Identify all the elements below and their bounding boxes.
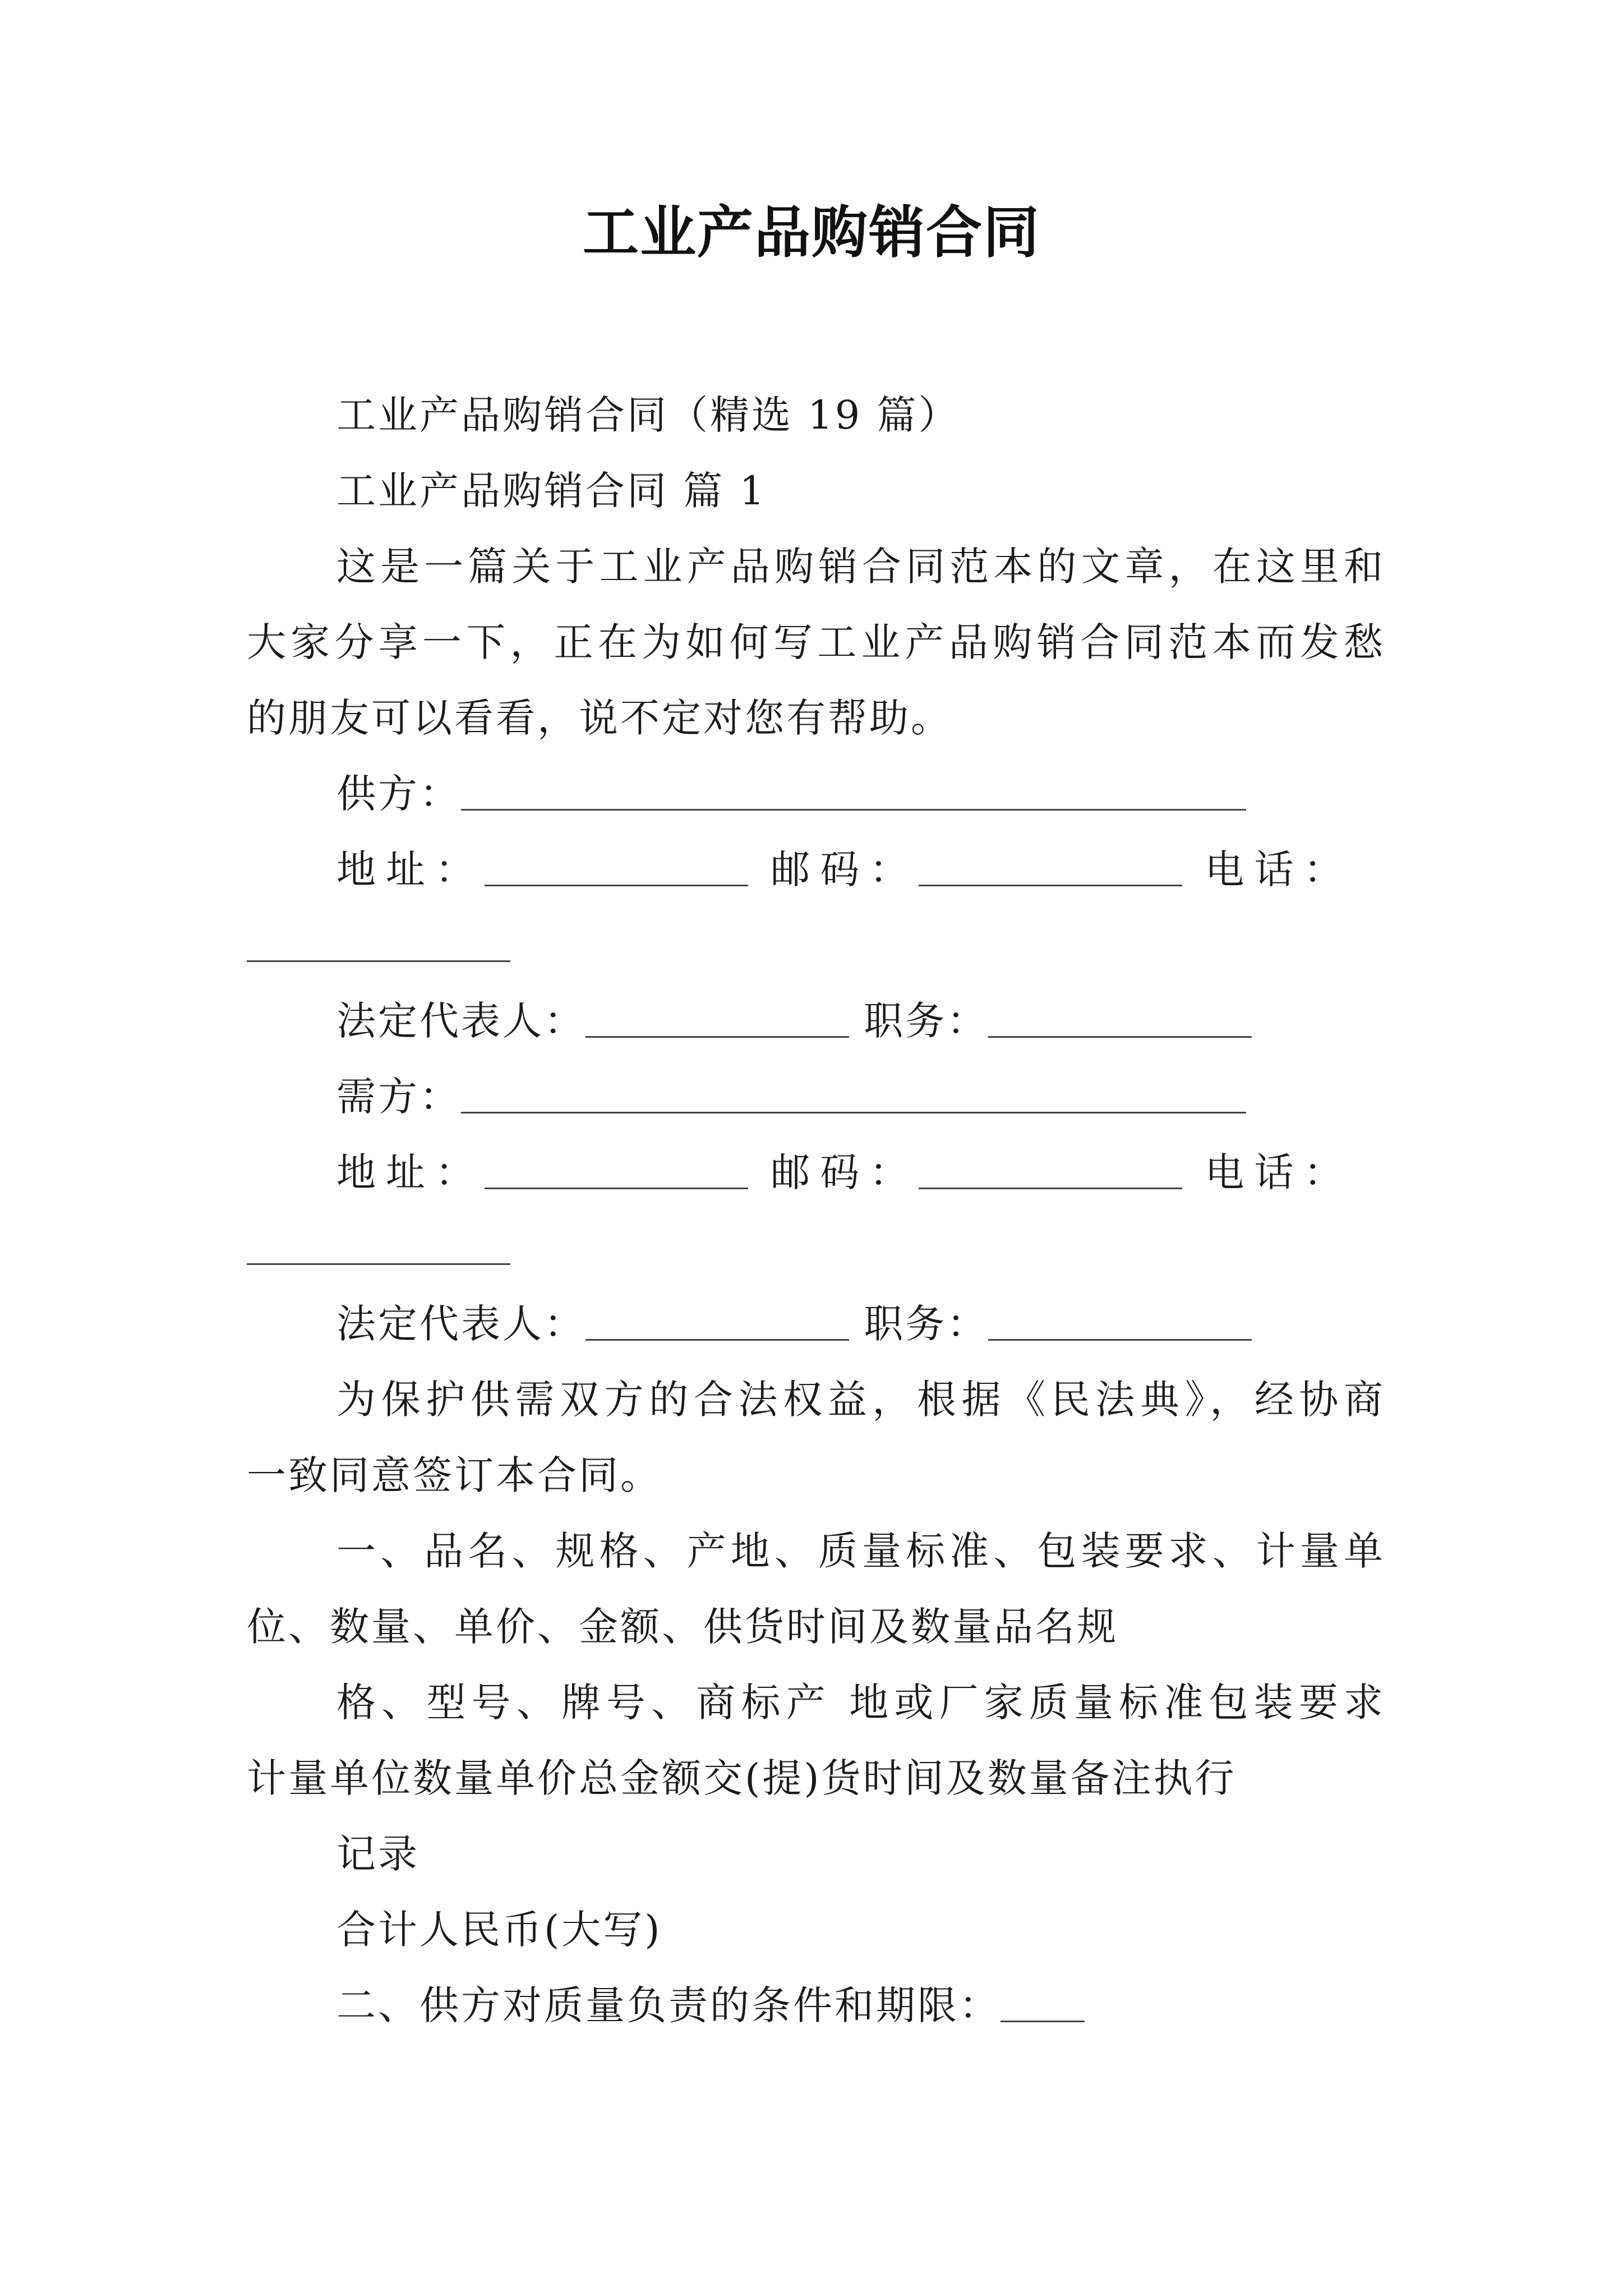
- table-header-line-1: 格、型号、牌号、商标产 地或厂家质量标准包装要求: [336, 1680, 1385, 1726]
- buyer-position-label: 职务：: [864, 1301, 989, 1347]
- record-label: 记录: [336, 1831, 419, 1877]
- document-title: 工业产品购销合同: [583, 200, 1040, 265]
- buyer-phone-label: 电话：: [1205, 1149, 1353, 1195]
- buyer-address-label: 地址：: [336, 1149, 485, 1195]
- supplier-position-field[interactable]: [988, 996, 1252, 1038]
- supplier-label: 供方：: [336, 771, 461, 817]
- buyer-position-field[interactable]: [988, 1299, 1252, 1341]
- clause2-row: [336, 1969, 1385, 2042]
- clause1-line-2: 位、数量、单价、金额、供货时间及数量品名规: [247, 1604, 1118, 1650]
- supplier-position-label: 职务：: [864, 998, 989, 1044]
- buyer-legal-rep-field[interactable]: [585, 1299, 849, 1341]
- supplier-postcode-field[interactable]: [919, 844, 1182, 886]
- total-label: 合计人民币(大写): [336, 1907, 662, 1953]
- clause1-line-1: 一、品名、规格、产地、质量标准、包装要求、计量单: [336, 1528, 1385, 1574]
- supplier-address-field[interactable]: [485, 844, 748, 886]
- section-heading: 工业产品购销合同 篇 1: [336, 468, 767, 514]
- intro-line-1: 这是一篇关于工业产品购销合同范本的文章，在这里和: [336, 544, 1385, 590]
- preamble-line-2: 一致同意签订本合同。: [247, 1452, 662, 1498]
- supplier-legal-rep-field[interactable]: [585, 996, 849, 1038]
- intro-line-2: 大家分享一下，正在为如何写工业产品购销合同范本而发愁: [247, 619, 1385, 665]
- buyer-postcode-field[interactable]: [919, 1147, 1182, 1189]
- supplier-name-field[interactable]: [461, 769, 1246, 811]
- supplier-legal-rep-label: 法定代表人：: [336, 998, 585, 1044]
- document-subtitle: 工业产品购销合同（精选 19 篇）: [336, 392, 960, 438]
- buyer-phone-field[interactable]: [247, 1223, 510, 1265]
- buyer-phone-row: [247, 1212, 1385, 1285]
- buyer-rep-row: [336, 1287, 1385, 1360]
- buyer-postcode-label: 邮码：: [771, 1149, 919, 1195]
- supplier-phone-label: 电话：: [1205, 846, 1353, 892]
- buyer-row: [336, 1060, 1385, 1133]
- buyer-label: 需方：: [336, 1074, 461, 1120]
- buyer-name-field[interactable]: [461, 1071, 1246, 1114]
- supplier-row: [336, 757, 1385, 830]
- clause2-field[interactable]: [1000, 1980, 1085, 2022]
- buyer-address-field[interactable]: [485, 1147, 748, 1189]
- supplier-address-label: 地址：: [336, 846, 485, 892]
- buyer-contact-row: [336, 1136, 1385, 1209]
- supplier-phone-row: [247, 909, 1385, 982]
- buyer-legal-rep-label: 法定代表人：: [336, 1301, 585, 1347]
- supplier-postcode-label: 邮码：: [771, 846, 919, 892]
- preamble-line-1: 为保护供需双方的合法权益，根据《民法典》，经协商: [336, 1377, 1385, 1423]
- clause2-label: 二、供方对质量负责的条件和期限：: [336, 1982, 1000, 2028]
- table-header-line-2: 计量单位数量单价总金额交(提)货时间及数量备注执行: [247, 1755, 1237, 1801]
- supplier-rep-row: [336, 984, 1385, 1057]
- supplier-phone-field[interactable]: [247, 920, 510, 962]
- supplier-contact-row: [336, 833, 1385, 906]
- intro-line-3: 的朋友可以看看，说不定对您有帮助。: [247, 695, 952, 741]
